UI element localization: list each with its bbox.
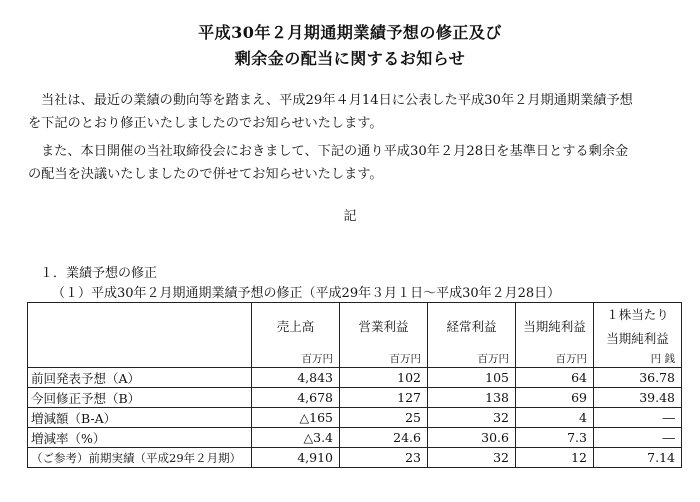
table-cell: 64 — [516, 368, 594, 388]
table-cell: 7.3 — [516, 428, 594, 448]
table-cell: 69 — [516, 388, 594, 408]
header-ordinary-income: 経常利益 — [428, 303, 516, 350]
table-row — [28, 408, 682, 428]
section-subheading: （１）平成30年２月期通期業績予想の修正（平成29年３月１日～平成30年２月28日） — [52, 286, 561, 301]
header-sales: 売上高 — [252, 303, 340, 350]
body-paragraph1-line1: 当社は、最近の業績の動向等を踏まえ、平成29年４月14日に公表した平成30年２月期通期業績予想 — [41, 93, 633, 108]
header-eps — [594, 303, 682, 350]
table-cell: 32 — [428, 408, 516, 428]
row-label: 増減額（B-A） — [28, 408, 252, 428]
table-cell: 24.6 — [340, 428, 428, 448]
document-title-line2: 剰余金の配当に関するお知らせ — [234, 49, 466, 68]
row-label: 増減率（%） — [28, 428, 252, 448]
table-header-row — [28, 303, 682, 350]
table-cell: 39.48 — [594, 388, 682, 408]
table-cell: 4,910 — [252, 448, 340, 468]
table-cell: 12 — [516, 448, 594, 468]
table-cell: △165 — [252, 408, 340, 428]
table-row — [28, 388, 682, 408]
unit-cell: 円 銭 — [594, 349, 682, 368]
table-row — [28, 368, 682, 388]
table-cell: 7.14 — [594, 448, 682, 468]
table-cell: 4,843 — [252, 368, 340, 388]
section-heading: １．業績予想の修正 — [40, 266, 158, 281]
body-paragraph1-line2: を下記のとおり修正いたしましたのでお知らせいたします。 — [28, 116, 383, 131]
unit-blank-cell — [28, 349, 252, 368]
table-cell: 138 — [428, 388, 516, 408]
table-cell: 4,678 — [252, 388, 340, 408]
table-cell: ― — [594, 408, 682, 428]
row-label: 前回発表予想（A） — [28, 368, 252, 388]
body-paragraph2-line1: また、本日開催の当社取締役会におきまして、下記の通り平成30年２月28日を基準日とする剰余金 — [41, 144, 629, 159]
header-eps-line1: １株当たり — [606, 307, 669, 322]
header-net-income: 当期純利益 — [516, 303, 594, 350]
table-cell: 4 — [516, 408, 594, 428]
table-unit-row — [28, 349, 682, 368]
table-cell: 25 — [340, 408, 428, 428]
table-row — [28, 428, 682, 448]
header-eps-line2: 当期純利益 — [606, 331, 669, 346]
table-cell: 36.78 — [594, 368, 682, 388]
table-cell: 23 — [340, 448, 428, 468]
forecast-table — [27, 302, 682, 468]
table-cell: ― — [594, 428, 682, 448]
table-cell: 32 — [428, 448, 516, 468]
header-operating-income: 営業利益 — [340, 303, 428, 350]
table-row — [28, 448, 682, 468]
unit-cell: 百万円 — [340, 349, 428, 368]
unit-cell: 百万円 — [516, 349, 594, 368]
unit-cell: 百万円 — [428, 349, 516, 368]
table-cell: 30.6 — [428, 428, 516, 448]
table-cell: 127 — [340, 388, 428, 408]
document-title-line1: 平成30年２月期通期業績予想の修正及び — [198, 23, 502, 42]
ki-heading: 記 — [343, 209, 357, 224]
unit-cell: 百万円 — [252, 349, 340, 368]
header-blank-cell — [28, 303, 252, 350]
row-label: 今回修正予想（B） — [28, 388, 252, 408]
table-cell: 102 — [340, 368, 428, 388]
table-cell: △3.4 — [252, 428, 340, 448]
row-label: （ご参考）前期実績（平成29年２月期） — [28, 448, 252, 468]
body-paragraph2-line2: の配当を決議いたしましたので併せてお知らせいたします。 — [28, 167, 383, 182]
table-cell: 105 — [428, 368, 516, 388]
